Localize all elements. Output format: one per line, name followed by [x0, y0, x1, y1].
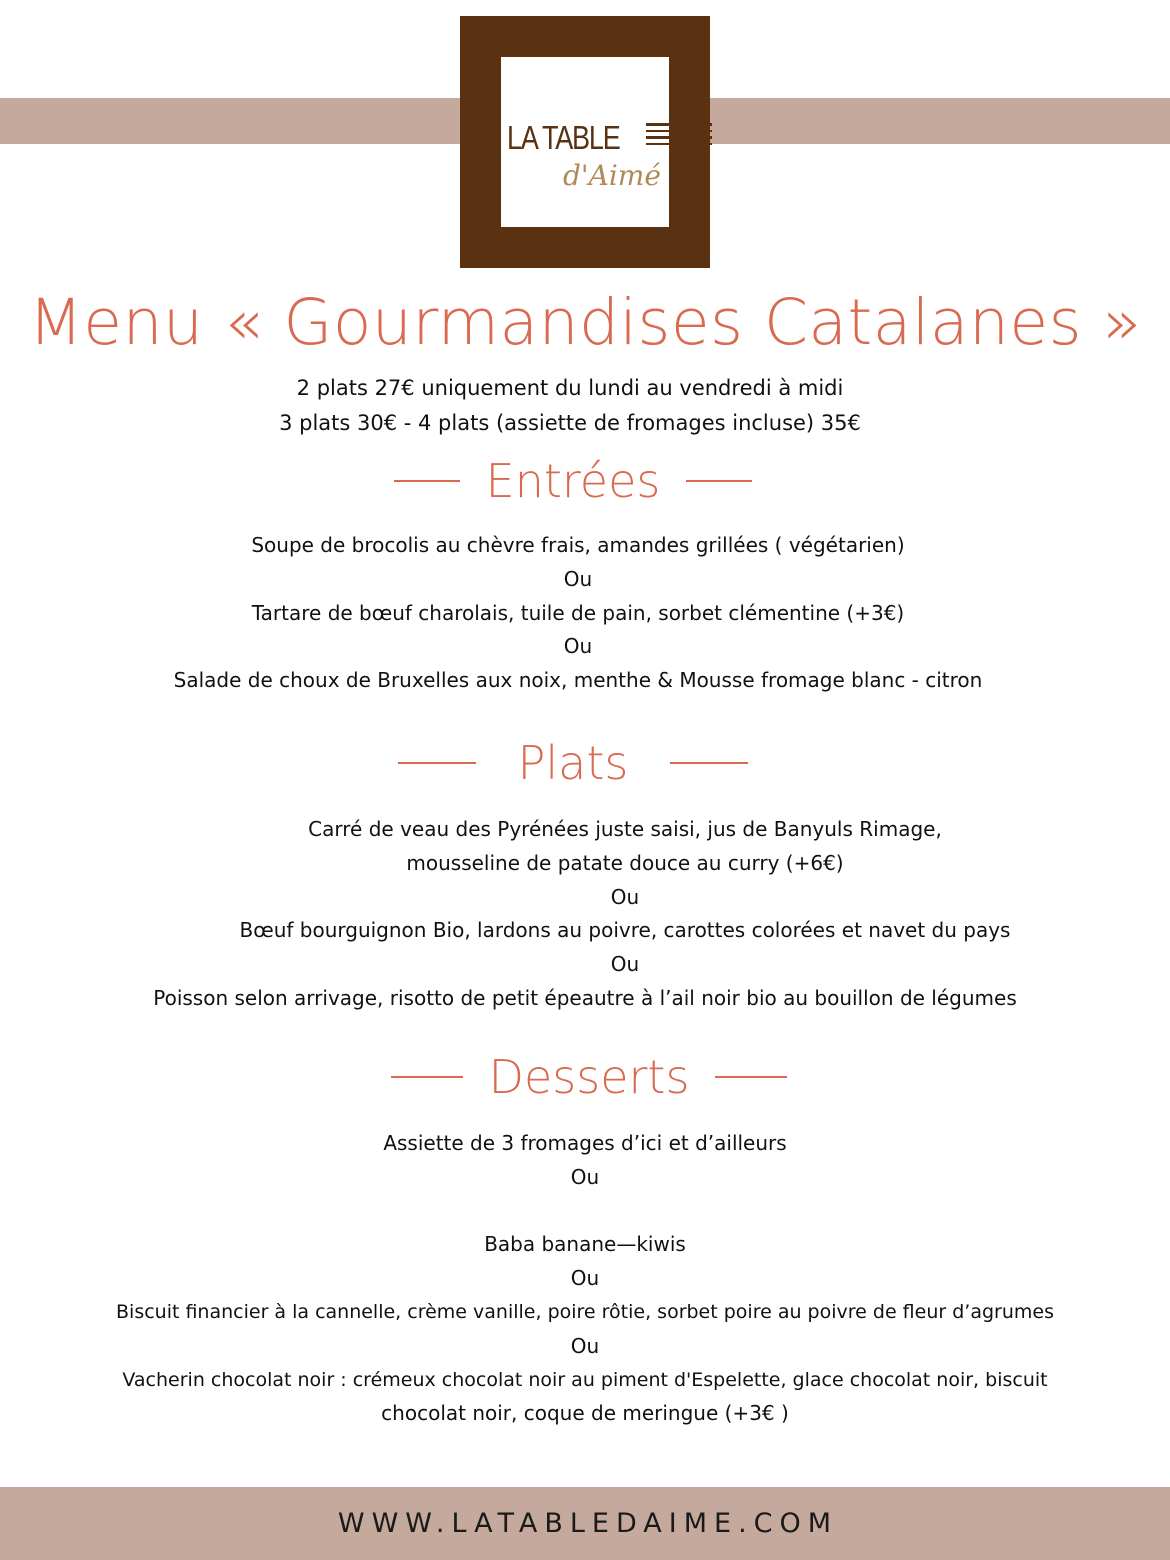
desserts-list	[0, 1127, 1170, 1431]
heading-rule-left	[394, 480, 460, 482]
menu-line: Ou	[610, 884, 640, 909]
menu-line: Baba banane—kiwis	[484, 1232, 686, 1257]
menu-line-spacer	[0, 1195, 1170, 1229]
menu-line: Ou	[570, 1266, 600, 1291]
menu-line: Bœuf bourguignon Bio, lardons au poivre, carottes colorées et navet du pays	[239, 918, 1011, 943]
footer-band	[0, 1487, 1170, 1560]
heading-rule-left	[391, 1076, 463, 1078]
menu-line: Carré de veau des Pyrénées juste saisi, jus de Banyuls Rimage,	[308, 817, 942, 841]
entrees-list	[0, 529, 1163, 698]
menu-line: Soupe de brocolis au chèvre frais, amandes grillées ( végétarien)	[251, 533, 905, 557]
menu-line: Tartare de bœuf charolais, tuile de pain, sorbet clémentine (+3€)	[251, 600, 905, 625]
heading-rule-right	[715, 1076, 787, 1078]
section-heading-plats	[0, 736, 1158, 790]
website-url: WWW.LATABLEDAIME.COM	[337, 1508, 839, 1539]
heading-label: Desserts	[488, 1050, 690, 1104]
restaurant-logo	[460, 16, 710, 268]
heading-rule-right	[686, 480, 752, 482]
menu-line: Assiette de 3 fromages d’ici et d’ailleurs	[383, 1131, 787, 1155]
menu-line: Ou	[563, 634, 593, 659]
price-line-2: 3 plats 30€ - 4 plats (assiette de fromages incluse) 35€	[279, 411, 861, 435]
menu-title: Menu « Gourmandises Catalanes »	[28, 286, 1142, 359]
menu-line: Salade de choux de Bruxelles aux noix, menthe & Mousse fromage blanc - citron	[173, 668, 983, 693]
menu-line: Poisson selon arrivage, risotto de petit épeautre à l’ail noir bio au bouillon de légumes	[153, 985, 1017, 1010]
section-heading-entrees	[0, 454, 1158, 508]
menu-line: Ou	[563, 566, 593, 591]
logo-stripes	[646, 123, 712, 153]
menu-line: Vacherin chocolat noir : crémeux chocolat noir au piment d'Espelette, glace chocolat noir, biscuit	[122, 1368, 1048, 1391]
menu-line: mousseline de patate douce au curry (+6€)	[406, 850, 844, 875]
heading-label: Plats	[517, 736, 629, 790]
heading-label: Entrées	[485, 454, 661, 508]
logo-wordmark: LA TABLE	[507, 119, 620, 156]
menu-line: Biscuit financier à la cannelle, crème vanille, poire rôtie, sorbet poire au poivre de fleur d’agrumes	[116, 1300, 1054, 1323]
price-line-1: 2 plats 27€ uniquement du lundi au vendredi à midi	[296, 376, 844, 400]
menu-line: Ou	[610, 952, 640, 977]
heading-rule-left	[398, 762, 476, 764]
logo-script: d'Aimé	[563, 159, 661, 192]
menu-line: chocolat noir, coque de meringue (+3€ )	[381, 1401, 789, 1426]
section-heading-desserts	[4, 1050, 1170, 1104]
menu-line: Ou	[570, 1164, 600, 1189]
plats-list	[40, 813, 1170, 1016]
menu-line: Ou	[570, 1333, 600, 1358]
logo-inner-panel	[501, 57, 669, 227]
heading-rule-right	[670, 762, 748, 764]
